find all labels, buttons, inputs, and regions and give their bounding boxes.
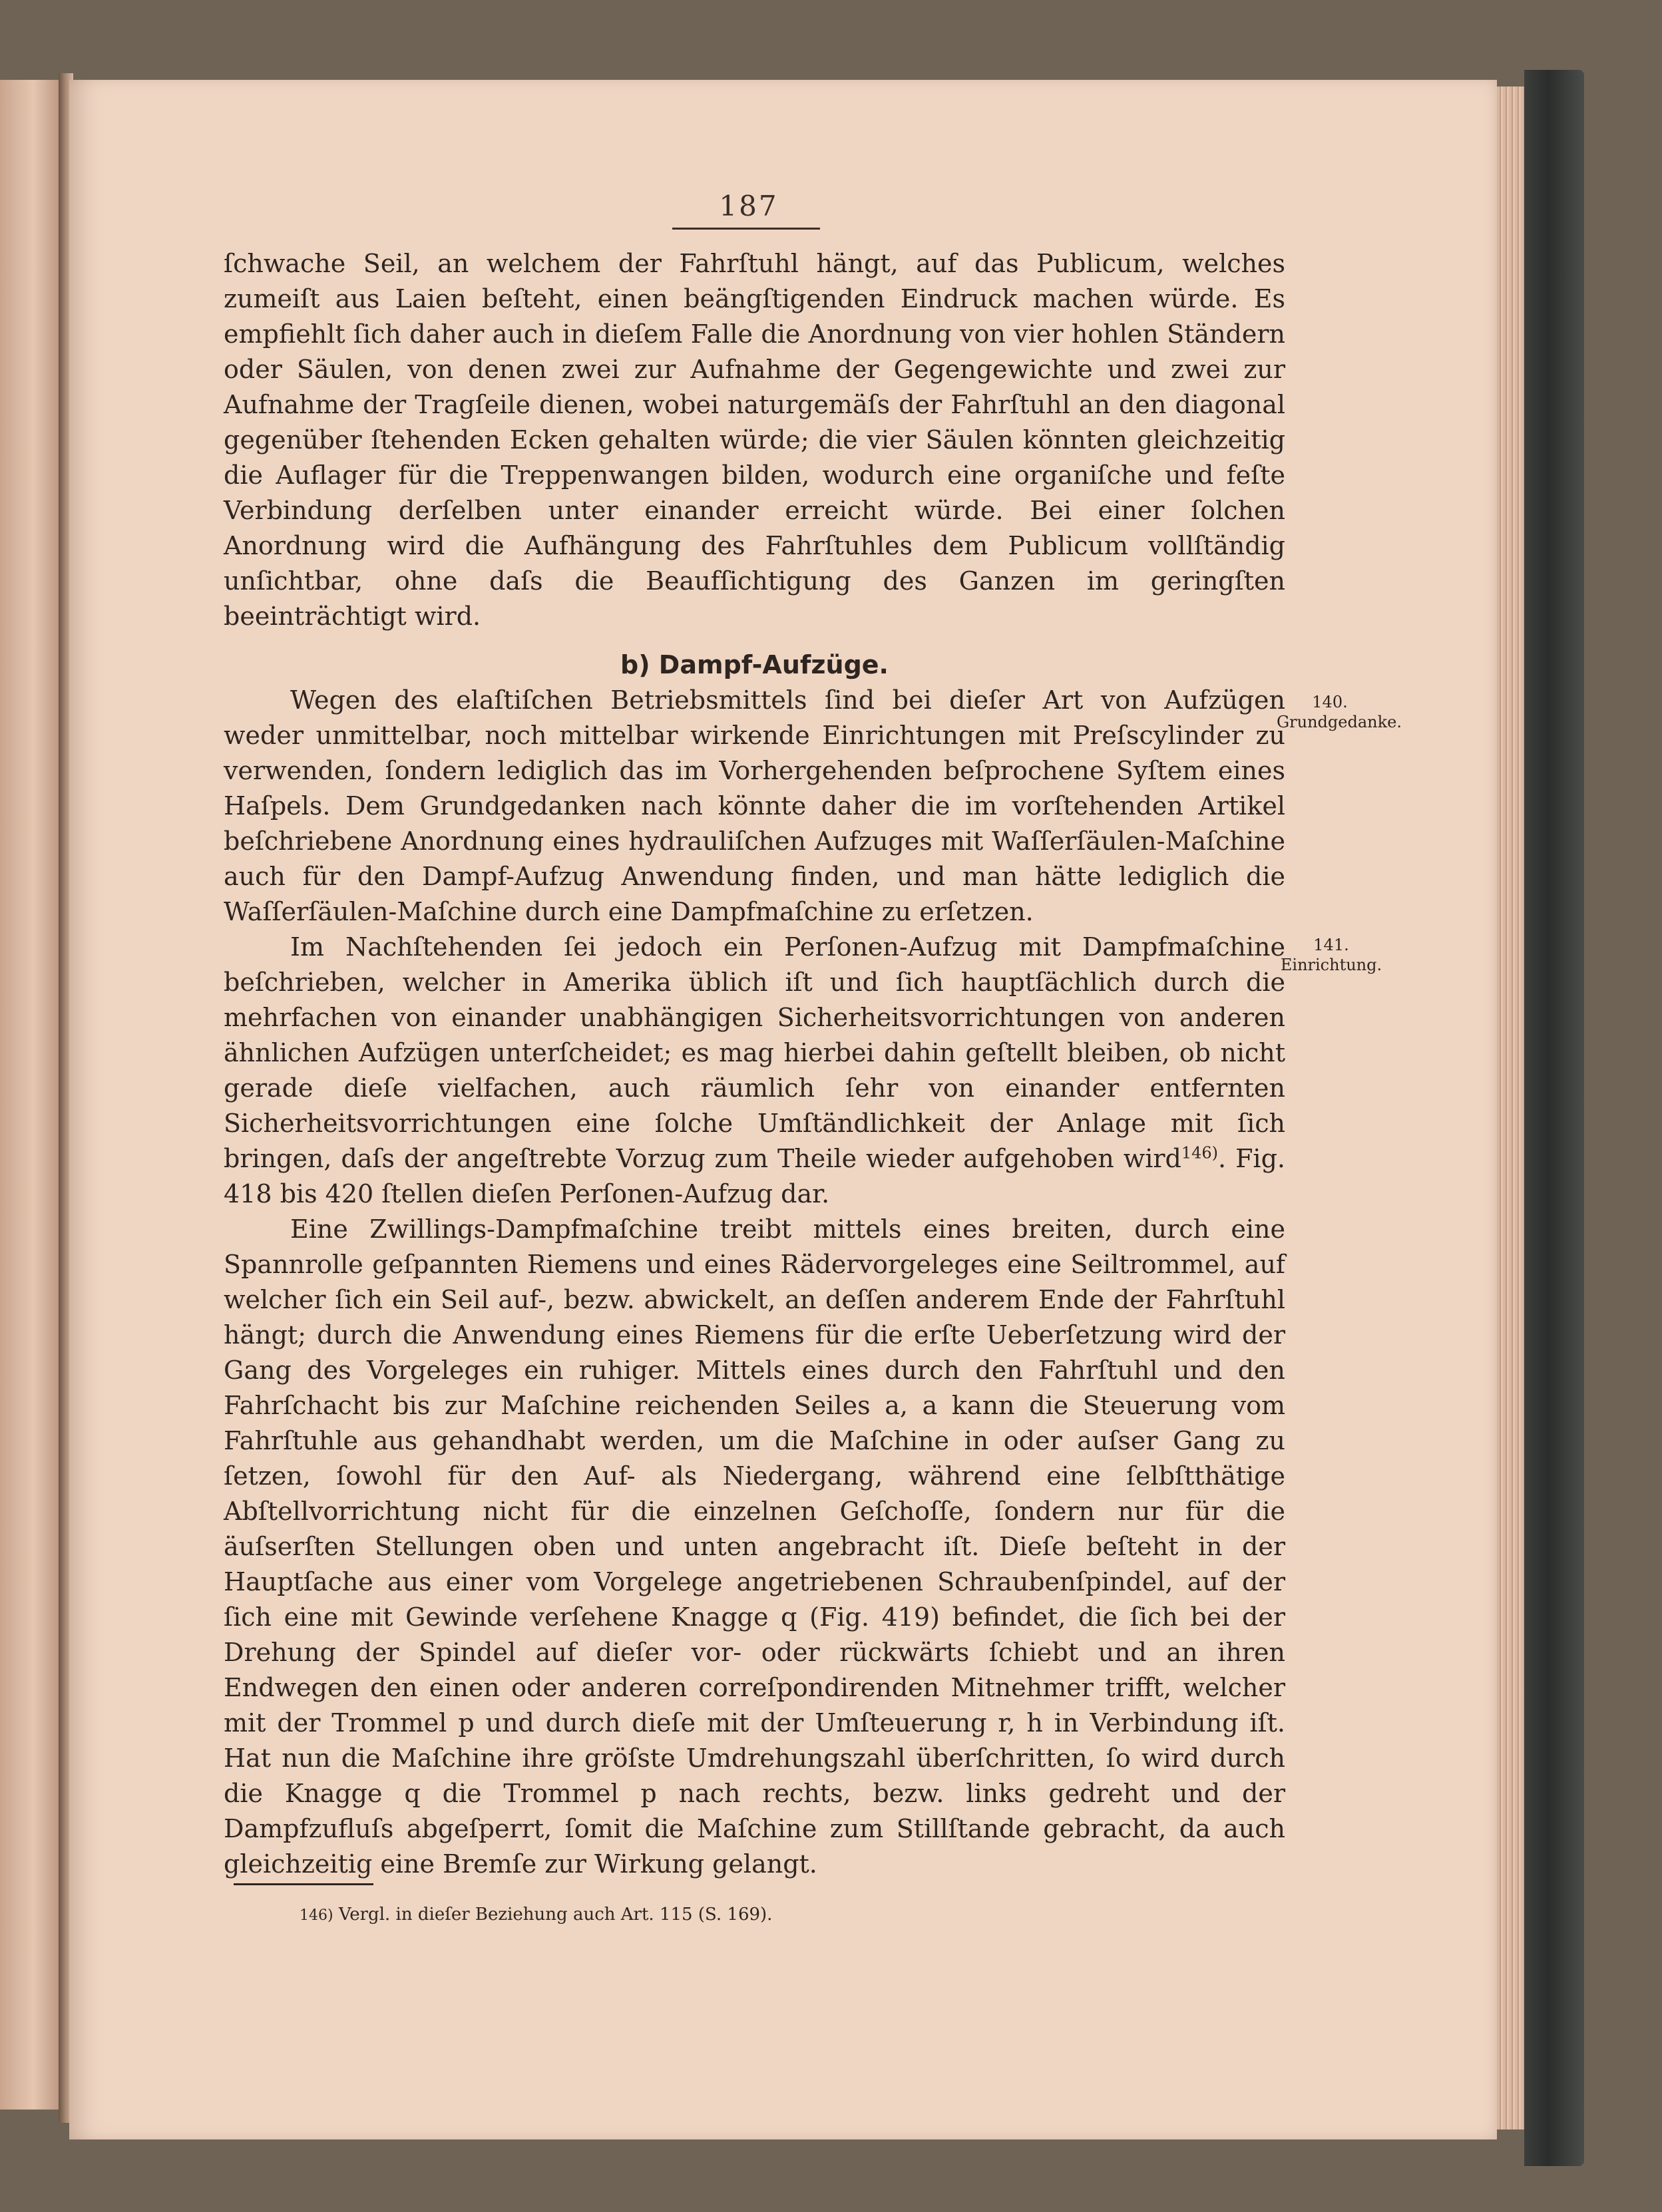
paragraph-text: Im Nachſtehenden ſei jedoch ein Perſonen-Aufzug mit Dampfmaſchine beſchrieben, welcher in Amerika üblich iſt und ſich hauptſächlich durch die mehrfachen von einander unabhängigen Sicherheitsvorrichtungen von anderen ähnlichen Aufzügen unterſcheidet; es mag hierbei dahin geſtellt bleiben, ob nicht gerade dieſe vielfachen, auch räumlich ſehr von einander entfernten Sicherheitsvorrichtungen eine ſolche Umſtändlichkeit der Anlage mit ſich bringen, daſs der angeſtrebte Vorzug zum Theile wieder aufgehoben wird — [224, 932, 1285, 1173]
margin-note — [1277, 692, 1402, 732]
previous-page-edge — [0, 80, 61, 2110]
footnote-text: Vergl. in dieſer Beziehung auch Art. 115 (S. 169). — [338, 1905, 773, 1925]
footnote-rule — [234, 1883, 373, 1885]
margin-note — [1268, 935, 1394, 975]
margin-note-label: Grundgedanke. — [1277, 713, 1402, 731]
body-text — [224, 246, 1285, 1882]
footnote-mark: 146) — [300, 1907, 333, 1924]
paragraph: ſchwache Seil, an welchem der Fahrſtuhl hängt, auf das Publicum, welches zumeiſt aus Laien beſteht, einen beängſtigenden Eindruck machen würde. Es empfiehlt ſich daher auch in dieſem Falle die Anordnung von vier hohlen Ständern oder Säulen, von denen zwei zur Aufnahme der Gegengewichte und zwei zur Aufnahme der Tragſeile dienen, wobei naturgemäſs der Fahrſtuhl an den diagonal gegenüber ſtehenden Ecken gehalten würde; die vier Säulen könnten gleichzeitig die Auflager für die Treppenwangen bilden, wodurch eine organiſche und feſte Verbindung derſelben unter einander erreicht würde. Bei einer ſolchen Anordnung wird die Aufhängung des Fahrſtuhles dem Publicum vollſtändig unſichtbar, ohne daſs die Beaufſichtigung des Ganzen im geringſten beeinträchtigt wird. — [224, 249, 1285, 631]
page-number-rule — [672, 228, 820, 230]
page-number: 187 — [719, 190, 779, 222]
margin-note-number: 141. — [1313, 936, 1349, 954]
paragraph — [224, 930, 1285, 1212]
footnote-reference: 146) — [1181, 1143, 1219, 1163]
margin-note-number: 140. — [1312, 693, 1348, 711]
section-heading: b) Dampf-Aufzüge. — [620, 650, 889, 679]
paragraph-text: . Fig. 418 bis 420 ſtellen dieſen Perſonen-Aufzug dar. — [224, 1144, 1285, 1208]
footnote — [300, 1903, 1165, 1927]
book-cover — [1524, 70, 1584, 2166]
paragraph: Eine Zwillings-Dampfmaſchine treibt mittels eines breiten, durch eine Spannrolle geſpannten Riemens und eines Rädervorgeleges eine Seiltrommel, auf welcher ſich ein Seil auf-, bezw. abwickelt, an deſſen anderem Ende der Fahrſtuhl hängt; durch die Anwendung eines Riemens für die erſte Ueberſetzung wird der Gang des Vorgeleges ein ruhiger. Mittels eines durch den Fahrſtuhl und den Fahrſchacht bis zur Maſchine reichenden Seiles a, a kann die Steuerung vom Fahrſtuhle aus gehandhabt werden, um die Maſchine in oder auſser Gang zu ſetzen, ſowohl für den Auf- als Niedergang, während eine ſelbſtthätige Abſtellvorrichtung nicht für die einzelnen Geſchoſſe, ſondern nur für die äuſserſten Stellungen oben und unten angebracht iſt. Dieſe beſteht in der Hauptſache aus einer vom Vorgelege angetriebenen Schraubenſpindel, auf der ſich eine mit Gewinde verſehene Knagge q (Fig. 419) befindet, die ſich bei der Drehung der Spindel auf dieſer vor- oder rückwärts ſchiebt und an ihren Endwegen den einen oder anderen correſpondirenden Mitnehmer trifft, welcher mit der Trommel p und durch dieſe mit der Umſteuerung r, h in Verbindung iſt. Hat nun die Maſchine ihre gröſste Umdrehungszahl überſchritten, ſo wird durch die Knagge q die Trommel p nach rechts, bezw. links gedreht und der Dampfzufluſs abgeſperrt, ſomit die Maſchine zum Stillſtande gebracht, da auch gleichzeitig eine Bremſe zur Wirkung gelangt. — [224, 1214, 1285, 1879]
margin-note-label: Einrichtung. — [1280, 956, 1382, 974]
paragraph: Wegen des elaſtiſchen Betriebsmittels ſind bei dieſer Art von Aufzügen weder unmittelbar, noch mittelbar wirkende Einrichtungen mit Preſscylinder zu verwenden, ſondern lediglich das im Vorhergehenden beſprochene Syſtem eines Haſpels. Dem Grundgedanken nach könnte daher die im vorſtehenden Artikel beſchriebene Anordnung eines hydrauliſchen Aufzuges mit Waſſerſäulen-Maſchine auch für den Dampf-Aufzug Anwendung finden, und man hätte lediglich die Waſſerſäulen-Maſchine durch eine Dampfmaſchine zu erſetzen. — [224, 685, 1285, 926]
